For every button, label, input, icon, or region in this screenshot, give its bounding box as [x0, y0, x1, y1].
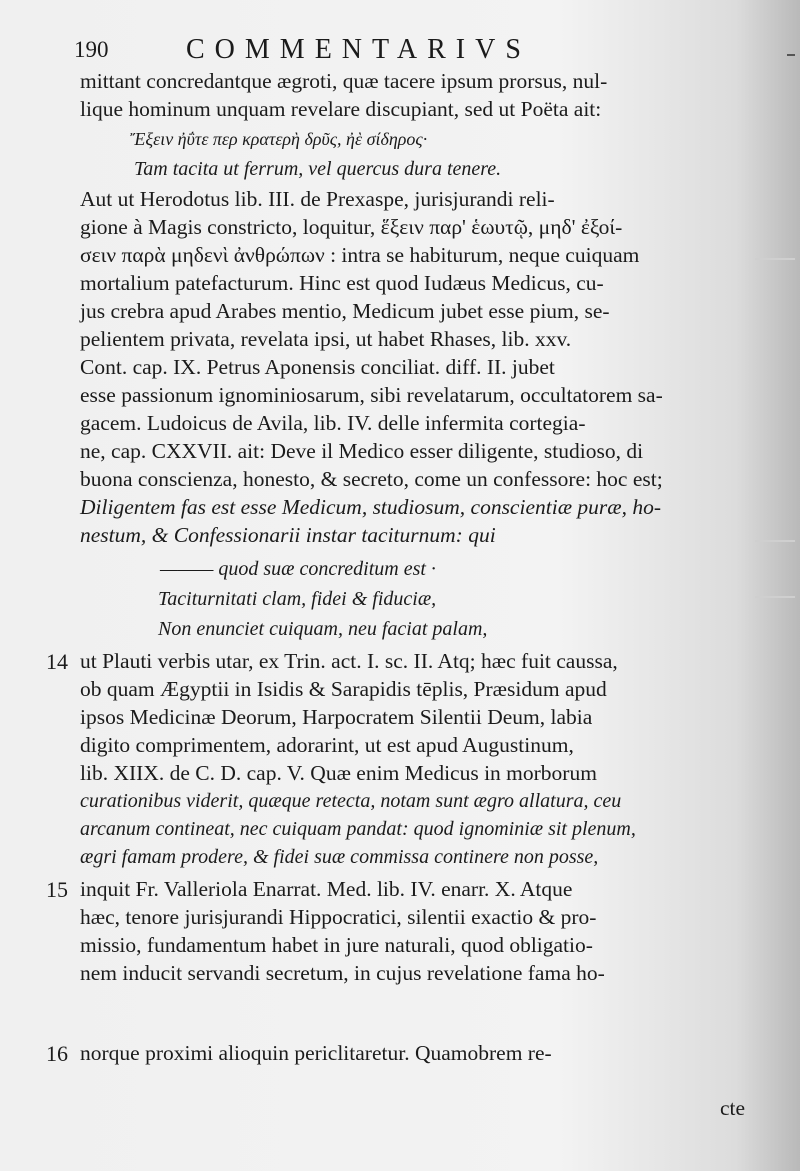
text-line: lique hominum unquam revelare discupiant, sed ut Poëta ait: — [80, 97, 602, 121]
text-line: gacem. Ludoicus de Avila, lib. IV. delle infermita cortegia- — [80, 411, 586, 435]
text-line: σειν παρὰ μηδενὶ ἀνθρώπων : intra se habiturum, neque cuiquam — [80, 243, 640, 267]
text-line: ob quam Ægyptii in Isidis & Sarapidis tēplis, Præsidum apud — [80, 677, 607, 701]
text-line: inquit Fr. Valleriola Enarrat. Med. lib. IV. enarr. X. Atque — [80, 877, 573, 901]
bleed-through-mark — [755, 596, 795, 598]
bleed-through-mark — [755, 258, 795, 260]
text-line: nem inducit servandi secretum, in cujus revelatione fama ho- — [80, 961, 605, 985]
text-line: nestum, & Confessionarii instar taciturnum: qui — [80, 523, 496, 547]
text-line: esse passionum ignominiosarum, sibi revelatarum, occultatorem sa- — [80, 383, 663, 407]
margin-number: 14 — [46, 649, 68, 674]
verse-line: Taciturnitati clam, fidei & fiduciæ, — [158, 588, 437, 610]
text-line: buona conscienza, honesto, & secreto, come un confessore: hoc est; — [80, 467, 663, 491]
greek-verse-line: Ἔξειν ἠΰτε περ κρατερὴ δρῦς, ἠὲ σίδηρος· — [130, 129, 428, 149]
text-line: Cont. cap. IX. Petrus Aponensis conciliat. diff. II. jubet — [80, 355, 555, 379]
text-line: missio, fundamentum habet in jure naturali, quod obligatio- — [80, 933, 593, 957]
text-line: gione à Magis constricto, loquitur, ἕξειν παρ' ἑωυτῷ, μηδ' ἐξοί- — [80, 215, 623, 239]
catchword: cte — [720, 1096, 746, 1120]
verse-line: Non enunciet cuiquam, neu faciat palam, — [158, 618, 488, 640]
text-line: jus crebra apud Arabes mentio, Medicum jubet esse pium, se- — [80, 299, 610, 323]
text-line: curationibus viderit, quæque retecta, notam sunt ægro allatura, ceu — [80, 790, 622, 812]
bleed-through-mark — [755, 540, 795, 542]
text-line: Aut ut Herodotus lib. III. de Prexaspe, jurisjurandi reli- — [80, 187, 555, 211]
running-title: COMMENTARIVS — [186, 34, 531, 65]
text-line: ut Plauti verbis utar, ex Trin. act. I. sc. II. Atq; hæc fuit caussa, — [80, 649, 618, 673]
text-line: ipsos Medicinæ Deorum, Harpocratem Silentii Deum, labia — [80, 705, 593, 729]
text-line: digito comprimentem, adorarint, ut est apud Augustinum, — [80, 733, 574, 757]
verse-line: ——— quod suæ concreditum est · — [160, 558, 436, 580]
text-line: hæc, tenore jurisjurandi Hippocratici, silentii exactio & pro- — [80, 905, 597, 929]
page-header — [74, 33, 634, 67]
text-line: ne, cap. CXXVII. ait: Deve il Medico esser diligente, studioso, di — [80, 439, 644, 463]
text-line: ægri famam prodere, & fidei suæ commissa continere non posse, — [80, 846, 599, 868]
text-line: lib. XIIX. de C. D. cap. V. Quæ enim Medicus in morborum — [80, 761, 597, 785]
text-line: arcanum contineat, nec cuiquam pandat: quod ignominiæ sit plenum, — [80, 818, 636, 840]
text-line: mittant concredantque ægroti, quæ tacere ipsum prorsus, nul- — [80, 69, 608, 93]
verse-line: Tam tacita ut ferrum, vel quercus dura tenere. — [134, 158, 502, 180]
text-line: Diligentem fas est esse Medicum, studiosum, conscientiæ puræ, ho- — [80, 495, 662, 519]
margin-mark — [787, 54, 795, 56]
margin-number: 15 — [46, 877, 68, 902]
margin-number: 16 — [46, 1041, 68, 1066]
folio-number: 190 — [74, 37, 109, 62]
text-line: pelientem privata, revelata ipsi, ut habet Rhases, lib. xxv. — [80, 327, 572, 351]
text-line: norque proximi alioquin periclitaretur. Quamobrem re- — [80, 1041, 552, 1065]
text-line: mortalium patefacturum. Hinc est quod Iudæus Medicus, cu- — [80, 271, 604, 295]
